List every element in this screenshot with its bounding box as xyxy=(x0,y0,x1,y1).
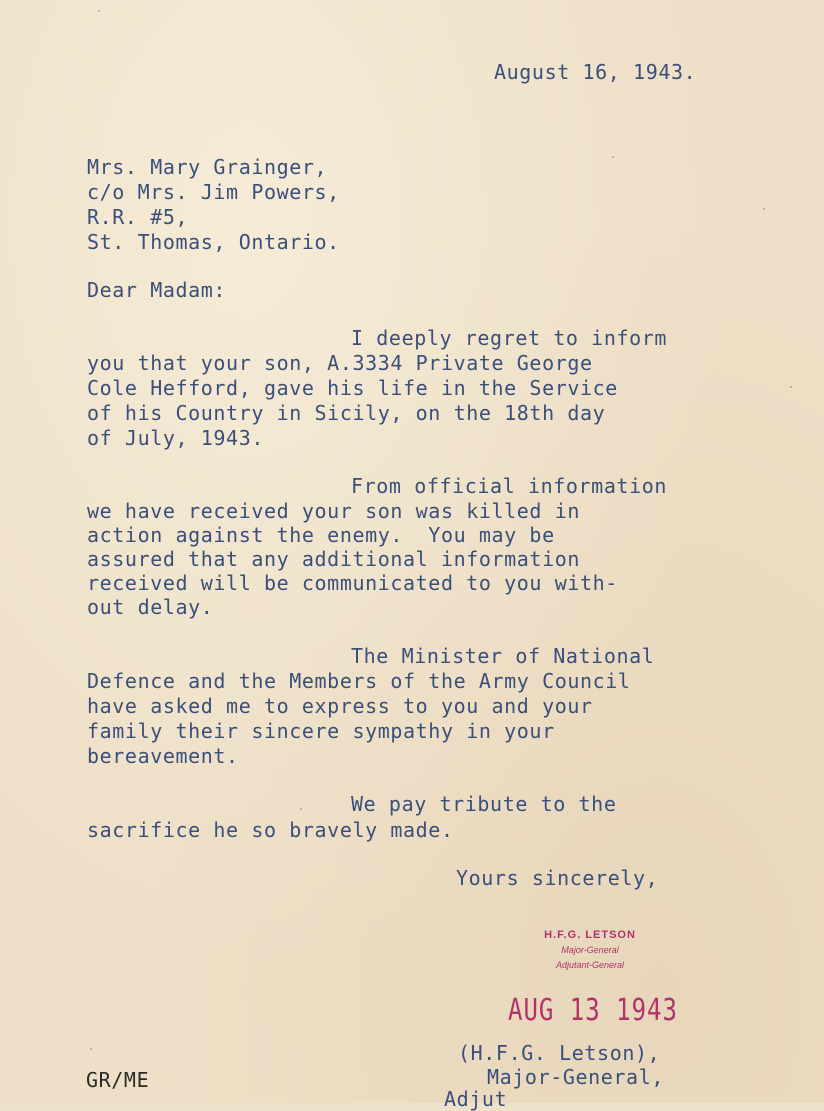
paragraph-line: family their sincere sympathy in your xyxy=(87,719,555,743)
paragraph-line: The Minister of National xyxy=(351,644,655,668)
signature-block-line: Adjut xyxy=(444,1087,508,1111)
address-line: R.R. #5, xyxy=(87,205,189,229)
signature-block-line: Major-General, xyxy=(487,1065,664,1089)
paragraph-line: Defence and the Members of the Army Council xyxy=(87,669,631,693)
salutation: Dear Madam: xyxy=(87,278,227,302)
paragraph-line: bereavement. xyxy=(87,744,239,768)
signature-block-line: (H.F.G. Letson), xyxy=(458,1041,661,1065)
paragraph-line: you that your son, A.3334 Private George xyxy=(87,351,593,375)
paper-speck xyxy=(790,386,792,388)
letter-date: August 16, 1943. xyxy=(494,60,697,84)
paragraph-line: sacrifice he so bravely made. xyxy=(87,818,454,842)
paragraph-line: of July, 1943. xyxy=(87,426,264,450)
paper-speck xyxy=(300,808,302,810)
address-line: Mrs. Mary Grainger, xyxy=(87,155,328,179)
address-line: c/o Mrs. Jim Powers, xyxy=(87,180,340,204)
paragraph-line: From official information xyxy=(351,474,668,498)
address-line: St. Thomas, Ontario. xyxy=(87,230,340,254)
paper-speck xyxy=(612,156,614,158)
paragraph-line: I deeply regret to inform xyxy=(351,326,668,350)
paragraph-line: have asked me to express to you and your xyxy=(87,694,593,718)
paper-speck xyxy=(90,1048,92,1050)
paragraph-line: received will be communicated to you with- xyxy=(87,571,618,595)
paragraph-line: out delay. xyxy=(87,595,214,619)
paper-speck xyxy=(98,10,100,12)
received-date-stamp: AUG 13 1943 xyxy=(508,992,678,1028)
paragraph-line: Cole Hefford, gave his life in the Service xyxy=(87,376,618,400)
paragraph-line: of his Country in Sicily, on the 18th day xyxy=(87,401,606,425)
paper-speck xyxy=(763,208,765,210)
reference-initials: GR/ME xyxy=(86,1068,150,1092)
paragraph-line: we have received your son was killed in xyxy=(87,499,580,523)
paragraph-line: assured that any additional information xyxy=(87,547,580,571)
signature-stamp-name: H.F.G. LETSON xyxy=(544,929,636,941)
paragraph-line: We pay tribute to the xyxy=(351,792,617,816)
closing: Yours sincerely, xyxy=(456,866,659,890)
signature-stamp-rank: Major-General xyxy=(561,945,619,955)
paragraph-line: action against the enemy. You may be xyxy=(87,523,555,547)
signature-stamp-title: Adjutant-General xyxy=(555,960,625,970)
